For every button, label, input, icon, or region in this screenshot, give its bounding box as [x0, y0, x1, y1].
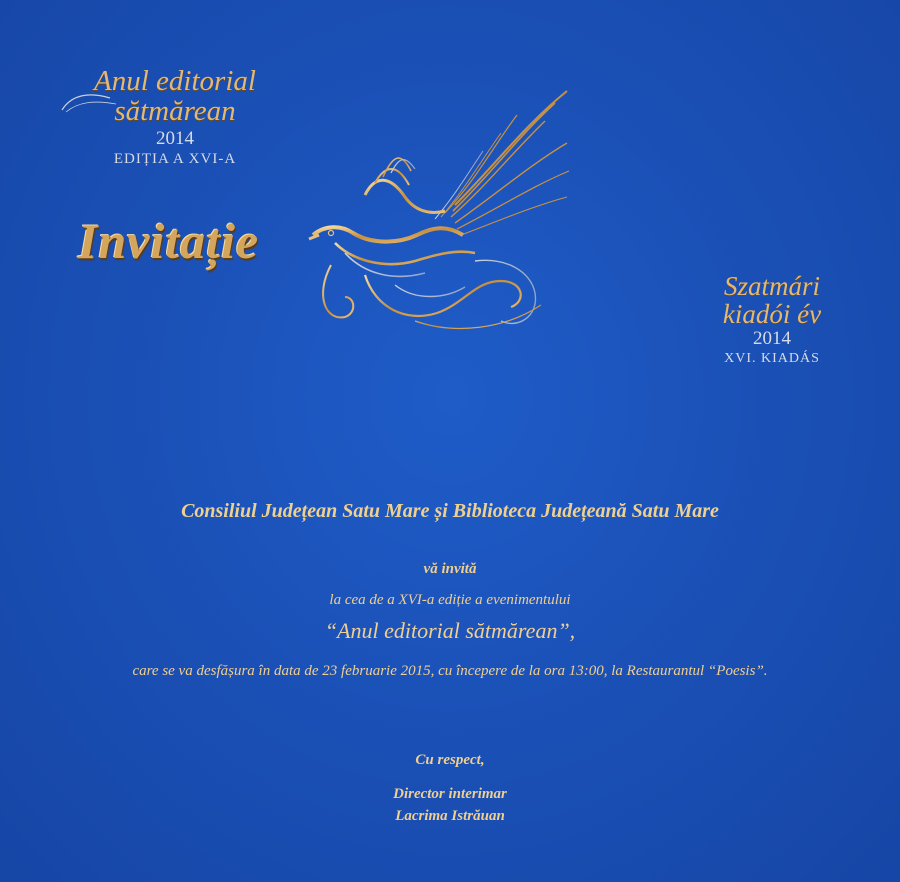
director-title: Director interimar: [393, 786, 507, 802]
logo-ro-line2: sătmărean: [114, 95, 236, 127]
golden-bird-icon: [305, 85, 575, 355]
logo-ro-year: 2014: [156, 128, 194, 149]
invites-line: vă invită: [423, 561, 477, 577]
regards-line: Cu respect,: [415, 752, 485, 768]
edition-line: la cea de a XVI-a ediție a evenimentului: [329, 592, 571, 608]
logo-hu-line1: Szatmári: [723, 271, 821, 301]
logo-ro-edition: EDIȚIA A XVI-A: [113, 151, 237, 167]
logo-hu-edition: XVI. KIADÁS: [724, 351, 820, 366]
logo-hu-year: 2014: [753, 328, 791, 349]
director-name: Lacrima Istrăuan: [395, 808, 505, 824]
event-name: “Anul editorial sătmărean”,: [324, 618, 576, 643]
invitation-title: Invitație: [78, 213, 260, 269]
event-logo-romanian: [60, 66, 290, 168]
organizers-line: Consiliul Județean Satu Mare și Biblioteca Județeană Satu Mare: [181, 500, 719, 522]
logo-hu-line2: kiadói év: [722, 299, 822, 329]
event-details: care se va desfășura în data de 23 februarie 2015, cu începere de la ora 13:00, la Restaurantul “Poesis”.: [132, 663, 768, 679]
logo-ro-line1: Anul editorial: [94, 65, 256, 97]
event-logo-hungarian: [692, 272, 852, 368]
swash-ornament-icon: [60, 84, 120, 114]
